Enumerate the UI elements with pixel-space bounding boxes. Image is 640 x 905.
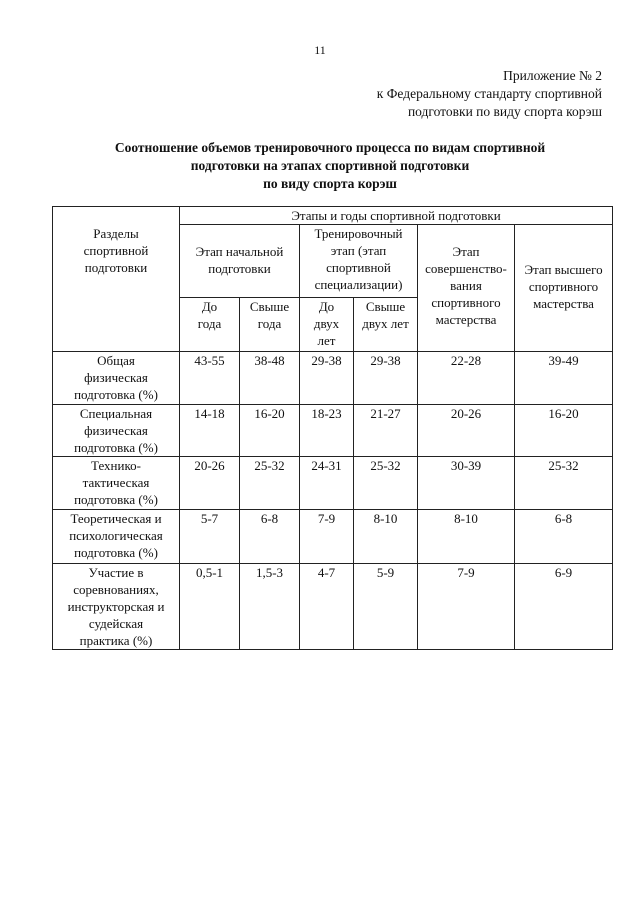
sections-header-cell — [53, 207, 180, 352]
year-line: года — [257, 316, 282, 331]
stage-improvement-header — [418, 225, 515, 352]
page-number: 11 — [314, 43, 326, 57]
table-row — [53, 510, 613, 564]
value-cell: 24-31 — [300, 457, 354, 510]
value-cell: 5-9 — [354, 564, 418, 650]
row-label-line: судейская — [88, 616, 144, 631]
stage-improvement-line: совершенство- — [425, 261, 507, 276]
value-cell: 29-38 — [300, 352, 354, 405]
year-line: года — [197, 316, 222, 331]
sections-header-line: подготовки — [84, 260, 148, 275]
sections-header-line: спортивной — [83, 243, 149, 258]
row-label — [53, 352, 180, 405]
row-label-line: Технико- — [91, 458, 141, 473]
row-label-line: Теоретическая и — [70, 511, 162, 526]
year-initial-over — [240, 298, 300, 352]
year-line: Свыше — [365, 299, 406, 314]
document-title — [60, 139, 600, 193]
stage-initial-line: Этап начальной — [195, 244, 284, 259]
year-line: Свыше — [249, 299, 290, 314]
stage-higher-header — [515, 225, 613, 352]
value-cell: 1,5-3 — [240, 564, 300, 650]
row-label-line: подготовка (%) — [74, 492, 158, 507]
row-label-line: подготовка (%) — [74, 387, 158, 402]
value-cell: 29-38 — [354, 352, 418, 405]
row-label-line: психологическая — [69, 528, 163, 543]
training-ratio-table — [52, 206, 613, 650]
value-cell: 30-39 — [418, 457, 515, 510]
row-label-line: соревнованиях, — [73, 582, 159, 597]
row-label-line: подготовка (%) — [74, 440, 158, 455]
year-initial-upto — [180, 298, 240, 352]
value-cell: 16-20 — [240, 405, 300, 457]
row-label-line: физическая — [84, 423, 148, 438]
stage-improvement-line: мастерства — [435, 312, 497, 327]
stage-higher-line: Этап высшего — [524, 262, 603, 277]
year-training-upto — [300, 298, 354, 352]
table-row — [53, 405, 613, 457]
appendix-line-2: к Федеральному стандарту спортивной — [376, 86, 602, 101]
value-cell: 14-18 — [180, 405, 240, 457]
row-label-line: тактическая — [82, 475, 150, 490]
value-cell: 6-8 — [515, 510, 613, 564]
row-label — [53, 510, 180, 564]
value-cell: 7-9 — [418, 564, 515, 650]
year-training-over — [354, 298, 418, 352]
row-label-line: Специальная — [79, 406, 153, 421]
row-label-line: инструкторская и — [67, 599, 165, 614]
stage-initial-line: подготовки — [208, 261, 271, 276]
title-line-1: Соотношение объемов тренировочного процесса по видам спортивной — [114, 140, 546, 155]
value-cell: 38-48 — [240, 352, 300, 405]
table-row — [53, 564, 613, 650]
value-cell: 21-27 — [354, 405, 418, 457]
value-cell: 6-9 — [515, 564, 613, 650]
value-cell: 39-49 — [515, 352, 613, 405]
value-cell: 5-7 — [180, 510, 240, 564]
value-cell: 6-8 — [240, 510, 300, 564]
value-cell: 7-9 — [300, 510, 354, 564]
table-row — [53, 352, 613, 405]
value-cell: 20-26 — [418, 405, 515, 457]
stage-improvement-line: Этап — [452, 244, 480, 259]
value-cell: 22-28 — [418, 352, 515, 405]
value-cell: 16-20 — [515, 405, 613, 457]
year-line: лет — [317, 333, 336, 348]
appendix-line-3: подготовки по виду спорта корэш — [407, 104, 602, 119]
stage-higher-line: спортивного — [528, 279, 599, 294]
value-cell: 4-7 — [300, 564, 354, 650]
row-label-line: подготовка (%) — [74, 545, 158, 560]
year-line: двух — [313, 316, 340, 331]
appendix-note — [377, 67, 602, 121]
year-line: двух лет — [362, 316, 409, 331]
row-label — [53, 405, 180, 457]
stage-higher-line: мастерства — [533, 296, 594, 311]
value-cell: 0,5-1 — [180, 564, 240, 650]
sections-header-line: Разделы — [93, 226, 139, 241]
value-cell: 43-55 — [180, 352, 240, 405]
table-row — [53, 457, 613, 510]
value-cell: 18-23 — [300, 405, 354, 457]
row-label — [53, 457, 180, 510]
row-label-line: Участие в — [88, 565, 144, 580]
row-label-line: физическая — [84, 370, 148, 385]
stage-training-line: этап (этап — [330, 243, 387, 258]
value-cell: 8-10 — [418, 510, 515, 564]
title-line-2: подготовки на этапах спортивной подготовки — [190, 158, 470, 173]
stage-training-line: спортивной — [326, 260, 391, 275]
stage-training-line: Тренировочный — [314, 226, 403, 241]
stage-training-header — [300, 225, 418, 298]
stage-improvement-line: спортивного — [431, 295, 501, 310]
value-cell: 25-32 — [354, 457, 418, 510]
stage-initial-header — [180, 225, 300, 298]
appendix-line-1: Приложение № 2 — [503, 68, 602, 83]
stage-training-line: специализации) — [314, 277, 403, 292]
value-cell: 8-10 — [354, 510, 418, 564]
title-line-3: по виду спорта корэш — [263, 176, 397, 191]
row-label-line: практика (%) — [79, 633, 153, 648]
value-cell: 25-32 — [240, 457, 300, 510]
stages-header-cell: Этапы и годы спортивной подготовки — [180, 207, 613, 225]
row-label-line: Общая — [97, 353, 135, 368]
row-label — [53, 564, 180, 650]
stage-improvement-line: вания — [450, 278, 482, 293]
value-cell: 20-26 — [180, 457, 240, 510]
year-line: До — [318, 299, 335, 314]
year-line: До — [201, 299, 218, 314]
value-cell: 25-32 — [515, 457, 613, 510]
